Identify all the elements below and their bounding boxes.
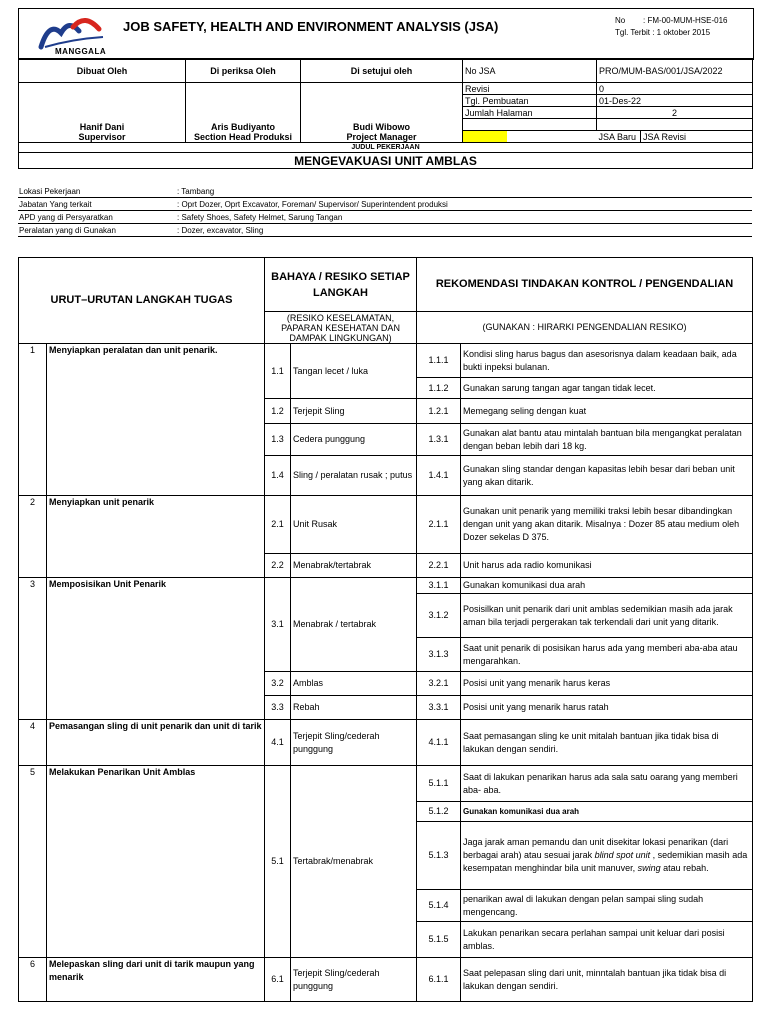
control-number: 5.1.1: [417, 766, 461, 802]
step-title: Menyiapkan unit penarik: [47, 496, 265, 578]
control-text: Lakukan penarikan secara perlahan sampai unit keluar dari posisi amblas.: [461, 922, 753, 958]
jsa-baru-label: JSA Baru: [597, 131, 641, 143]
control-text: [461, 822, 753, 890]
control-text: Memegang seling dengan kuat: [461, 399, 753, 424]
judul-label: JUDUL PEKERJAAN: [19, 143, 753, 153]
control-number: 5.1.5: [417, 922, 461, 958]
document-number: [615, 15, 727, 39]
control-text: Gunakan komunikasi dua arah: [461, 802, 753, 822]
tgl-label: Tgl. Pembuatan: [463, 95, 597, 107]
hazard-number: 3.1: [265, 578, 291, 672]
disetujui-role: Project Manager: [346, 132, 417, 143]
hazard-number: 1.3: [265, 424, 291, 456]
step-number: 2: [19, 496, 47, 578]
step-number: 6: [19, 958, 47, 1002]
jsa-baru-checkbox: [463, 131, 507, 142]
diperiksa-signatory: [186, 83, 301, 143]
control-text: Posisilkan unit penarik dari unit amblas sedemikian masih ada jarak aman bila terjadi pergerakan tak terkendali dari unit yang ditarik.: [461, 594, 753, 638]
job-info-value: : Safety Shoes, Safety Helmet, Sarung Tangan: [177, 212, 343, 222]
job-info-row: [18, 185, 752, 198]
halaman-label: Jumlah Halaman: [463, 107, 597, 119]
approval-table: [18, 58, 753, 169]
dibuat-name: Hanif Dani: [79, 122, 125, 133]
hazard-text: Unit Rusak: [291, 496, 417, 554]
job-info-row: [18, 211, 752, 224]
control-text: Posisi unit yang menarik harus keras: [461, 672, 753, 696]
control-text: Saat unit penarik di posisikan harus ada yang memberi aba-aba atau mengarahkan.: [461, 638, 753, 672]
diperiksa-role: Section Head Produksi: [193, 132, 293, 143]
hazard-number: 1.4: [265, 456, 291, 496]
control-number: 5.1.2: [417, 802, 461, 822]
control-number: 3.1.1: [417, 578, 461, 594]
document-title: JOB SAFETY, HEALTH AND ENVIRONMENT ANALYSIS (JSA): [123, 19, 499, 34]
hazard-header: BAHAYA / RESIKO SETIAP LANGKAH: [265, 258, 417, 312]
hazard-text: Menabrak/tertabrak: [291, 554, 417, 578]
hazard-text: Terjepit Sling/cederah punggung: [291, 720, 417, 766]
dibuat-signatory: [19, 83, 186, 143]
hazard-text: Sling / peralatan rusak ; putus: [291, 456, 417, 496]
control-text: Gunakan alat bantu atau mintalah bantuan bila mengangkat peralatan dengan beban lebih dari 18 kg.: [461, 424, 753, 456]
control-number: 3.1.3: [417, 638, 461, 672]
revisi-value: 0: [597, 83, 753, 95]
control-text: Saat pelepasan sling dari unit, minntalah bantuan jika tidak bisa di lakukan dengan sendiri.: [461, 958, 753, 1002]
control-text-part: , sedemikian masih ada kesempatan menghindar bila unit manuver,: [463, 850, 748, 873]
hazard-number: 1.2: [265, 399, 291, 424]
nojsa-label: No JSA: [463, 59, 597, 83]
hazard-number: 5.1: [265, 766, 291, 958]
control-number: 1.3.1: [417, 424, 461, 456]
control-subheader: (GUNAKAN : HIRARKI PENGENDALIAN RESIKO): [417, 312, 753, 344]
company-logo: [33, 13, 123, 57]
control-text: penarikan awal di lakukan dengan pelan sampai sling sudah mengencang.: [461, 890, 753, 922]
job-info-value: : Oprt Dozer, Oprt Excavator, Foreman/ Supervisor/ Superintendent produksi: [177, 199, 448, 209]
revisi-label: Revisi: [463, 83, 597, 95]
hazard-text: Menabrak / tertabrak: [291, 578, 417, 672]
step-title: Menyiapkan peralatan dan unit penarik.: [47, 344, 265, 496]
control-text: Gunakan unit penarik yang memiliki traksi lebih besar dibandingkan dengan unit yang akan ditarik. Misalnya : Dozer 85 atau medium oleh Dozer sekelas D 375.: [461, 496, 753, 554]
control-text: Unit harus ada radio komunikasi: [461, 554, 753, 578]
hazard-number: 3.3: [265, 696, 291, 720]
job-info-value: : Dozer, excavator, Sling: [177, 225, 264, 235]
steps-header: URUT–URUTAN LANGKAH TUGAS: [19, 258, 265, 344]
job-info-label: Peralatan yang di Gunakan: [19, 225, 116, 235]
hazard-number: 1.1: [265, 344, 291, 399]
control-text: Kondisi sling harus bagus dan asesorisnya dalam keadaan baik, ada bukti inpeksi bulanan.: [461, 344, 753, 378]
control-number: 3.3.1: [417, 696, 461, 720]
judul-value: MENGEVAKUASI UNIT AMBLAS: [19, 153, 753, 169]
step-title: Memposisikan Unit Penarik: [47, 578, 265, 720]
step-number: 4: [19, 720, 47, 766]
control-number: 2.2.1: [417, 554, 461, 578]
control-number: 4.1.1: [417, 720, 461, 766]
control-header: REKOMENDASI TINDAKAN KONTROL / PENGENDALIAN: [417, 258, 753, 312]
diperiksa-label: Di periksa Oleh: [186, 59, 301, 83]
hazard-number: 2.1: [265, 496, 291, 554]
hazard-text: Terjepit Sling/cederah punggung: [291, 958, 417, 1002]
step-title: Pemasangan sling di unit penarik dan unit di tarik: [47, 720, 265, 766]
tgl-value: 01-Des-22: [597, 95, 753, 107]
jsa-baru-cell: [463, 131, 597, 143]
control-number: 5.1.4: [417, 890, 461, 922]
blank-cell: [597, 119, 753, 131]
job-info-table: [18, 185, 752, 237]
job-info-value: : Tambang: [177, 186, 215, 196]
doc-no-value: : FM-00-MUM-HSE-016: [643, 16, 728, 25]
control-number: 3.2.1: [417, 672, 461, 696]
hazard-subheader: (RESIKO KESELAMATAN, PAPARAN KESEHATAN DAN DAMPAK LINGKUNGAN): [265, 312, 417, 344]
job-info-label: APD yang di Persyaratkan: [19, 212, 113, 222]
control-text-part: Jaga jarak aman pemandu dan unit disekitar lokasi penarikan (dari berbagai arah) atau sesuai jarak: [463, 837, 729, 860]
job-info-row: [18, 224, 752, 237]
step-title: Melepaskan sling dari unit di tarik maupun yang menarik: [47, 958, 265, 1002]
step-number: 1: [19, 344, 47, 496]
control-number: 3.1.2: [417, 594, 461, 638]
halaman-value: 2: [597, 107, 753, 119]
control-number: 1.4.1: [417, 456, 461, 496]
disetujui-signatory: [301, 83, 463, 143]
control-text: Gunakan sarung tangan agar tangan tidak lecet.: [461, 378, 753, 399]
jsa-revisi-label: JSA Revisi: [641, 131, 753, 143]
diperiksa-name: Aris Budiyanto: [210, 122, 275, 133]
hazard-number: 2.2: [265, 554, 291, 578]
hazard-text: Terjepit Sling: [291, 399, 417, 424]
control-number: 6.1.1: [417, 958, 461, 1002]
control-text: Saat di lakukan penarikan harus ada sala satu oarang yang memberi aba- aba.: [461, 766, 753, 802]
control-text: Gunakan sling standar dengan kapasitas lebih besar dari beban unit yang akan ditarik.: [461, 456, 753, 496]
document-header: [18, 8, 754, 60]
control-text: Saat pemasangan sling ke unit mitalah bantuan jika tidak bisa di lakukan dengan sendiri.: [461, 720, 753, 766]
hazard-number: 3.2: [265, 672, 291, 696]
nojsa-value: PRO/MUM-BAS/001/JSA/2022: [597, 59, 753, 83]
jsa-table: [18, 257, 753, 1002]
step-title: Melakukan Penarikan Unit Amblas: [47, 766, 265, 958]
job-info-label: Lokasi Pekerjaan: [19, 186, 81, 196]
control-number: 2.1.1: [417, 496, 461, 554]
hazard-text: Rebah: [291, 696, 417, 720]
hazard-text: Amblas: [291, 672, 417, 696]
control-number: 1.1.1: [417, 344, 461, 378]
job-info-label: Jabatan Yang terkait: [19, 199, 92, 209]
dibuat-label: Dibuat Oleh: [19, 59, 186, 83]
doc-no-label: No: [615, 16, 626, 25]
control-text: Gunakan komunikasi dua arah: [461, 578, 753, 594]
control-text: Posisi unit yang menarik harus ratah: [461, 696, 753, 720]
hazard-text: Tangan lecet / luka: [291, 344, 417, 399]
logo-text: MANGGALA: [55, 47, 107, 56]
step-number: 5: [19, 766, 47, 958]
hazard-number: 4.1: [265, 720, 291, 766]
hazard-text: Cedera punggung: [291, 424, 417, 456]
control-text-emphasis: swing: [637, 863, 661, 873]
hazard-number: 6.1: [265, 958, 291, 1002]
disetujui-name: Budi Wibowo: [353, 122, 410, 133]
job-info-row: [18, 198, 752, 211]
dibuat-role: Supervisor: [78, 132, 126, 143]
control-number: 1.1.2: [417, 378, 461, 399]
control-number: 5.1.3: [417, 822, 461, 890]
blank-cell: [463, 119, 597, 131]
step-number: 3: [19, 578, 47, 720]
control-text-part: atau rebah.: [660, 863, 709, 873]
disetujui-label: Di setujui oleh: [301, 59, 463, 83]
control-text-emphasis: blind spot unit: [594, 850, 651, 860]
issue-date: Tgl. Terbit : 1 oktober 2015: [615, 28, 711, 37]
hazard-text: Tertabrak/menabrak: [291, 766, 417, 958]
control-number: 1.2.1: [417, 399, 461, 424]
